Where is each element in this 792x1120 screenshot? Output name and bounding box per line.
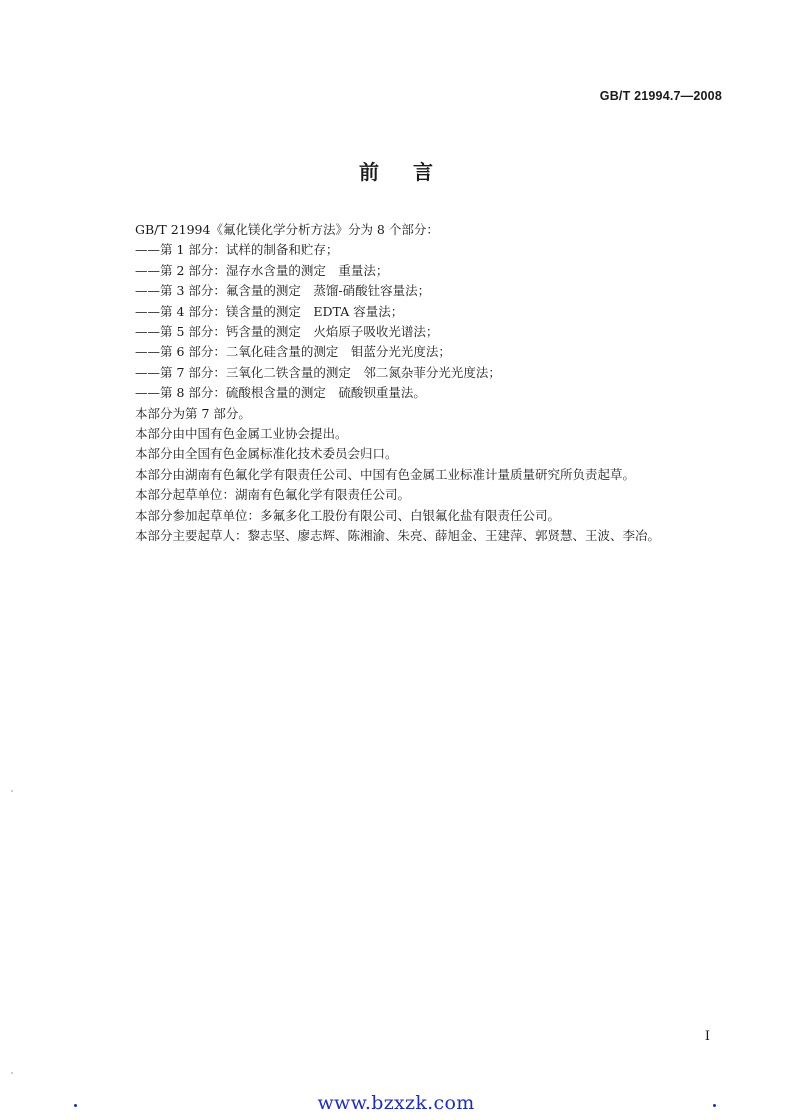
statement-drafting-lead: 本部分由湖南有色氟化学有限责任公司、中国有色金属工业标准计量质量研究所负责起草。 bbox=[135, 466, 636, 482]
footer-dot-right bbox=[713, 1104, 716, 1107]
footer bbox=[0, 1093, 792, 1120]
statement-part-number: 本部分为第 7 部分。 bbox=[135, 405, 251, 421]
part-item-5: ——第 5 部分：钙含量的测定 火焰原子吸收光谱法； bbox=[135, 324, 439, 340]
page-title: 前言 bbox=[359, 160, 467, 184]
part-item-1: ——第 1 部分：试样的制备和贮存； bbox=[135, 242, 339, 258]
intro-line: GB/T 21994《氟化镁化学分析方法》分为 8 个部分： bbox=[135, 222, 439, 237]
statement-proposer: 本部分由中国有色金属工业协会提出。 bbox=[135, 426, 348, 442]
part-item-7: ——第 7 部分：三氧化二铁含量的测定 邻二氮杂菲分光光度法； bbox=[135, 364, 501, 380]
margin-speck bbox=[11, 790, 13, 792]
statement-drafting-unit: 本部分起草单位：湖南有色氟化学有限责任公司。 bbox=[135, 487, 411, 503]
part-item-6: ——第 6 部分：二氧化硅含量的测定 钼蓝分光光度法； bbox=[135, 344, 451, 360]
statement-main-drafters: 本部分主要起草人：黎志坚、廖志辉、陈湘渝、朱亮、薛旭金、王建萍、郭贤慧、王波、李冶。 bbox=[135, 528, 661, 544]
margin-speck bbox=[11, 1072, 13, 1074]
preface-body bbox=[135, 220, 735, 547]
footer-url-link[interactable]: www.bzxzk.com bbox=[317, 1092, 475, 1114]
standard-code: GB/T 21994.7—2008 bbox=[599, 89, 722, 103]
statement-participating-units: 本部分参加起草单位：多氟多化工股份有限公司、白银氟化盐有限责任公司。 bbox=[135, 507, 561, 523]
statement-administration: 本部分由全国有色金属标准化技术委员会归口。 bbox=[135, 446, 398, 462]
part-item-8: ——第 8 部分：硫酸根含量的测定 硫酸钡重量法。 bbox=[135, 385, 426, 401]
page-number: I bbox=[704, 1029, 710, 1044]
part-item-3: ——第 3 部分：氟含量的测定 蒸馏-硝酸钍容量法； bbox=[135, 283, 431, 299]
part-item-2: ——第 2 部分：湿存水含量的测定 重量法； bbox=[135, 262, 389, 278]
part-item-4: ——第 4 部分：镁含量的测定 EDTA 容量法； bbox=[135, 303, 404, 319]
